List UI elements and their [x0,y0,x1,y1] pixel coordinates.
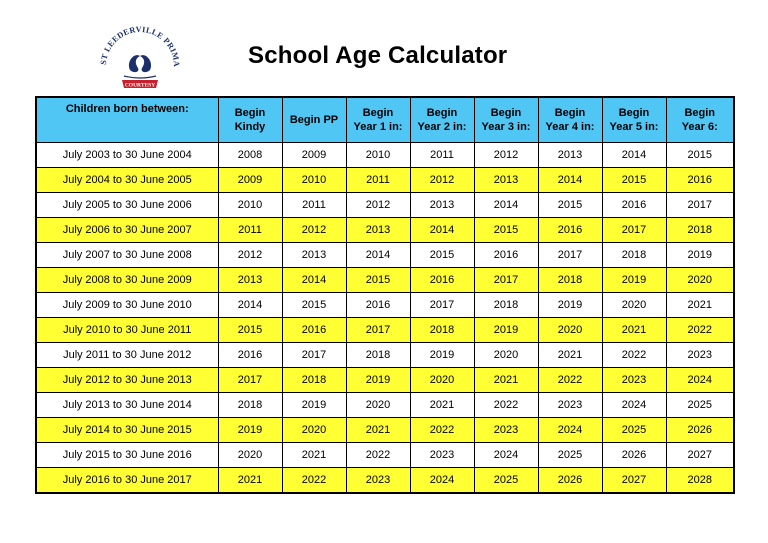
year-cell: 2022 [474,393,538,418]
school-crest-icon [96,22,184,94]
header-line-1: Begin [554,107,586,119]
year-cell: 2026 [666,418,734,443]
header-line-1: Begin PP [289,114,339,126]
year-cell: 2008 [218,143,282,168]
year-cell: 2018 [282,368,346,393]
year-cell: 2017 [538,243,602,268]
year-cell: 2013 [410,193,474,218]
birth-range-cell: July 2007 to 30 June 2008 [36,243,218,268]
header-line-1: Begin [362,107,394,119]
year-cell: 2015 [218,318,282,343]
year-cell: 2019 [282,393,346,418]
header-pp [282,97,346,143]
year-cell: 2022 [346,443,410,468]
header-born-between [36,97,218,143]
table-row [36,293,734,318]
birth-range-cell: July 2012 to 30 June 2013 [36,368,218,393]
year-cell: 2024 [410,468,474,494]
year-cell: 2013 [346,218,410,243]
birth-range-cell: July 2004 to 30 June 2005 [36,168,218,193]
year-cell: 2020 [346,393,410,418]
year-cell: 2028 [666,468,734,494]
table-row [36,243,734,268]
year-cell: 2020 [666,268,734,293]
year-cell: 2022 [602,343,666,368]
table-row [36,393,734,418]
birth-range-cell: July 2016 to 30 June 2017 [36,468,218,494]
year-cell: 2022 [410,418,474,443]
year-cell: 2017 [282,343,346,368]
year-cell: 2014 [282,268,346,293]
header-line-2: Year 6: [681,121,718,133]
header-year-3 [474,97,538,143]
year-cell: 2020 [282,418,346,443]
year-cell: 2017 [474,268,538,293]
year-cell: 2013 [538,143,602,168]
header-line-2: Year 4 in: [545,121,595,133]
year-cell: 2009 [282,143,346,168]
year-cell: 2014 [346,243,410,268]
year-cell: 2011 [218,218,282,243]
year-cell: 2012 [474,143,538,168]
year-cell: 2024 [538,418,602,443]
year-cell: 2017 [346,318,410,343]
birth-range-cell: July 2005 to 30 June 2006 [36,193,218,218]
year-cell: 2025 [602,418,666,443]
year-cell: 2019 [410,343,474,368]
year-cell: 2018 [410,318,474,343]
header-line-1: Begin [684,107,716,119]
table-body [36,143,734,494]
year-cell: 2019 [346,368,410,393]
year-cell: 2011 [346,168,410,193]
year-cell: 2011 [282,193,346,218]
year-cell: 2019 [474,318,538,343]
year-cell: 2014 [602,143,666,168]
year-cell: 2018 [218,393,282,418]
year-cell: 2021 [218,468,282,494]
header-line-2: Kindy [234,121,266,133]
year-cell: 2015 [282,293,346,318]
year-cell: 2023 [474,418,538,443]
logo-motto: COURTESY [124,82,156,89]
year-cell: 2018 [666,218,734,243]
year-cell: 2018 [538,268,602,293]
year-cell: 2016 [218,343,282,368]
header-year-2 [410,97,474,143]
year-cell: 2020 [218,443,282,468]
year-cell: 2022 [666,318,734,343]
year-cell: 2023 [410,443,474,468]
year-cell: 2020 [474,343,538,368]
header-year-6 [666,97,734,143]
year-cell: 2025 [538,443,602,468]
year-cell: 2023 [666,343,734,368]
year-cell: 2025 [474,468,538,494]
year-cell: 2016 [602,193,666,218]
year-cell: 2011 [410,143,474,168]
table-row [36,318,734,343]
year-cell: 2021 [410,393,474,418]
year-cell: 2024 [666,368,734,393]
year-cell: 2023 [602,368,666,393]
year-cell: 2014 [474,193,538,218]
year-cell: 2013 [282,243,346,268]
year-cell: 2017 [218,368,282,393]
year-cell: 2022 [282,468,346,494]
table-row [36,468,734,494]
school-age-table [35,96,735,494]
header-line-2: Year 1 in: [353,121,403,133]
birth-range-cell: July 2013 to 30 June 2014 [36,393,218,418]
year-cell: 2023 [346,468,410,494]
header-year-1 [346,97,410,143]
year-cell: 2016 [346,293,410,318]
year-cell: 2016 [474,243,538,268]
header-line-2: Year 5 in: [609,121,659,133]
table-header-row [36,97,734,143]
year-cell: 2019 [666,243,734,268]
header-line-2: Year 3 in: [481,121,531,133]
year-cell: 2015 [602,168,666,193]
year-cell: 2022 [538,368,602,393]
year-cell: 2012 [282,218,346,243]
year-cell: 2021 [538,343,602,368]
birth-range-cell: July 2015 to 30 June 2016 [36,443,218,468]
year-cell: 2017 [410,293,474,318]
year-cell: 2014 [218,293,282,318]
year-cell: 2021 [282,443,346,468]
year-cell: 2014 [410,218,474,243]
table-row [36,193,734,218]
birth-range-cell: July 2003 to 30 June 2004 [36,143,218,168]
year-cell: 2027 [666,443,734,468]
header-line-2: Year 2 in: [417,121,467,133]
header-line-1: Begin [618,107,650,119]
table-row [36,143,734,168]
year-cell: 2013 [218,268,282,293]
year-cell: 2010 [346,143,410,168]
year-cell: 2015 [346,268,410,293]
year-cell: 2021 [346,418,410,443]
logo-school-name: ST LEEDERVILLE PRIMA [98,24,182,68]
year-cell: 2017 [666,193,734,218]
year-cell: 2027 [602,468,666,494]
year-cell: 2009 [218,168,282,193]
year-cell: 2018 [346,343,410,368]
header-line-1: Begin [490,107,522,119]
birth-range-cell: July 2014 to 30 June 2015 [36,418,218,443]
birth-range-cell: July 2010 to 30 June 2011 [36,318,218,343]
year-cell: 2026 [538,468,602,494]
year-cell: 2016 [410,268,474,293]
year-cell: 2017 [602,218,666,243]
year-cell: 2014 [538,168,602,193]
year-cell: 2015 [666,143,734,168]
year-cell: 2019 [538,293,602,318]
year-cell: 2016 [666,168,734,193]
birth-range-cell: July 2009 to 30 June 2010 [36,293,218,318]
year-cell: 2021 [474,368,538,393]
year-cell: 2020 [538,318,602,343]
table-row [36,168,734,193]
header-year-4 [538,97,602,143]
table-row [36,268,734,293]
year-cell: 2025 [666,393,734,418]
header-line-1: Begin [234,107,266,119]
page-title: School Age Calculator [248,42,508,69]
birth-range-cell: July 2006 to 30 June 2007 [36,218,218,243]
year-cell: 2012 [218,243,282,268]
year-cell: 2015 [474,218,538,243]
header-line-1: Children born between: [65,103,189,115]
birth-range-cell: July 2008 to 30 June 2009 [36,268,218,293]
year-cell: 2018 [602,243,666,268]
svg-text:WEST LEEDERVILLE PRIMARY [96,22,181,67]
year-cell: 2010 [282,168,346,193]
year-cell: 2021 [602,318,666,343]
year-cell: 2024 [474,443,538,468]
year-cell: 2019 [218,418,282,443]
year-cell: 2015 [538,193,602,218]
header-kindy [218,97,282,143]
year-cell: 2012 [346,193,410,218]
birth-range-cell: July 2011 to 30 June 2012 [36,343,218,368]
year-cell: 2013 [474,168,538,193]
table-row [36,368,734,393]
header-year-5 [602,97,666,143]
year-cell: 2020 [602,293,666,318]
year-cell: 2012 [410,168,474,193]
year-cell: 2010 [218,193,282,218]
school-logo [96,22,184,94]
table-row [36,343,734,368]
year-cell: 2018 [474,293,538,318]
year-cell: 2016 [282,318,346,343]
year-cell: 2016 [538,218,602,243]
table-row [36,418,734,443]
year-cell: 2020 [410,368,474,393]
table-row [36,218,734,243]
year-cell: 2024 [602,393,666,418]
year-cell: 2026 [602,443,666,468]
year-cell: 2015 [410,243,474,268]
year-cell: 2021 [666,293,734,318]
table-row [36,443,734,468]
year-cell: 2023 [538,393,602,418]
header-line-1: Begin [426,107,458,119]
year-cell: 2019 [602,268,666,293]
